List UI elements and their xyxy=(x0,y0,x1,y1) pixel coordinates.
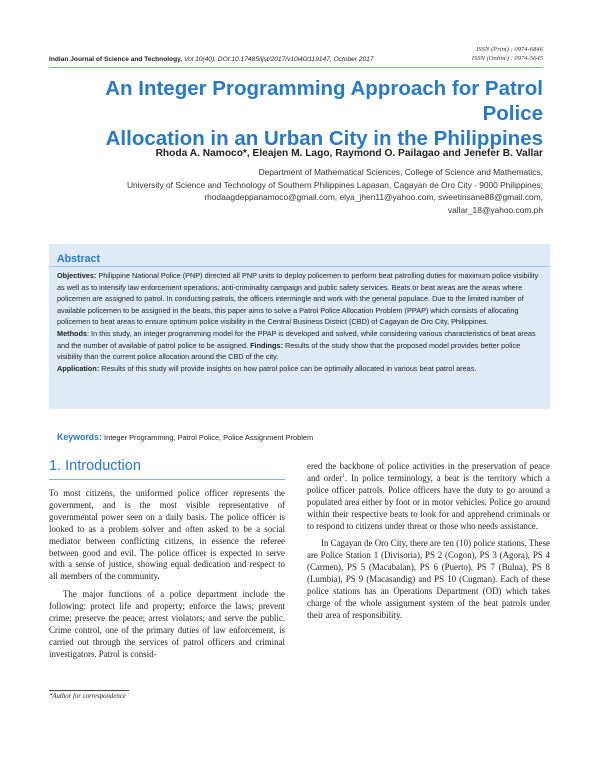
objectives-label: Objectives: xyxy=(57,271,97,280)
abstract-rule xyxy=(49,266,550,267)
objectives-text: Philippine National Police (PNP) directed all PNP units to deploy policemen to perform beat patrolling duties for maximum police visibility as well as to intensify law enforcement operations, anti-criminality campaign and public safety services. Beats or beat areas are the areas where policemen are assigned to patrol. In conducting patrols, the officers intermingle and work with the general populace. Due to the limited number of available policemen to be assigned in the beats, this paper aims to solve a Patrol Police Allocation Problem (PPAP) which consists of allocating policemen to beat areas to ensure optimum police visibility in the Central Business District (CBD) of Cagayan de Oro City, Philippines. xyxy=(57,271,539,327)
author-list: Rhoda A. Namoco*, Eleajen M. Lago, Raymond O. Pailagao and Jenefer B. Vallar xyxy=(155,148,543,159)
abstract-body xyxy=(57,270,543,374)
section-heading-introduction: 1. Introduction xyxy=(49,458,141,474)
abstract-methods-findings xyxy=(57,328,543,363)
intro-paragraph-1: To most citizens, the uniformed police officer represents the government, and is the most visible representative of governmental power seen on a daily basis. The police officer is looked to as a problem solver and often asked to be a social mediator between conflicting citizens, in essence the referee between good and evil. The police officer is expected to serve with a sense of justice, showing equal dedication and respect to all members of the community. xyxy=(49,488,285,582)
footnote-rule xyxy=(49,690,129,691)
paper-title xyxy=(40,76,543,151)
right-column xyxy=(307,461,550,622)
affiliation-line-2: University of Science and Technology of Southern Philippines Lapasan, Cagayan de Oro City - 9000 Philippines; xyxy=(126,179,543,190)
issn-block xyxy=(472,45,543,63)
title-line-2: Allocation in an Urban City in the Philippines xyxy=(105,127,543,150)
abstract-objectives xyxy=(57,270,543,328)
methods-text: : In this study, an integer programming model for the PPAP is developed and solved, while considering various characteristics of beat areas and the number of available of patrol police to be assigned. xyxy=(57,328,536,350)
keywords-label: Keywords: xyxy=(57,432,102,442)
abstract-heading: Abstract xyxy=(57,253,100,265)
section-rule xyxy=(49,479,285,480)
journal-citation xyxy=(49,56,373,63)
issn-print: ISSN (Print) : 0974-6846 xyxy=(476,46,543,53)
keywords xyxy=(57,432,313,442)
affiliation-emails-2: vallar_18@yahoo.com.ph xyxy=(447,205,543,216)
intro-paragraph-3 xyxy=(307,461,550,532)
affiliation xyxy=(127,166,543,217)
left-column xyxy=(49,488,285,661)
findings-text: Results of the study show that the proposed model provides better police visibility than the current police allocation around the CBD of the city. xyxy=(57,340,521,362)
header-rule xyxy=(49,67,543,68)
keywords-text: Integer Programming, Patrol Police, Police Assignment Problem xyxy=(101,433,314,442)
citation-details: Vol 10(40), DOI:10.17485/ijst/2017/v10i40/119147, October 2017 xyxy=(183,56,374,63)
application-text: Results of this study will provide insights on how patrol police can be optimally allocated in various beat patrol areas. xyxy=(99,363,477,373)
journal-name: Indian Journal of Science and Technology, xyxy=(49,56,183,63)
application-label: Application: xyxy=(57,363,100,373)
paragraph-3-start: ered the backbone of police activities in the preservation of peace and order xyxy=(307,461,550,483)
title-line-1: An Integer Programming Approach for Patrol Police xyxy=(105,77,543,125)
paragraph-3-end: . In police terminology, a beat is the territory which a police officer patrols. Police officers have the duty to go around a populated area either by foot or in motor vehicles. Police go around within their respective beats to look for and apprehend criminals or to respond to citizens under threat or those who needs assistance. xyxy=(307,472,550,531)
intro-paragraph-4: In Cagayan de Oro City, there are ten (10) police stations. These are Police Station 1 (Divisoria), PS 2 (Cogon), PS 3 (Agora), PS 4 (Carmen), PS 5 (Macabalan), PS 6 (Puerto), PS 7 (Bulua), PS 8 (Lumbia), PS 9 (Macasandig) and PS 10 (Cugman). Each of these police stations has an Operations Department (OD) which takes charge of the whole assignment system of the beat patrols under their area of responsibility. xyxy=(307,538,550,620)
reference-1[interactable]: 1 xyxy=(342,473,345,479)
affiliation-emails: rhodaagdeppanamoco@gmail.com, elya_jhen11@yahoo.com, sweetinsane88@gmail.com, xyxy=(204,192,543,203)
issn-online: ISSN (Online) : 0974-5645 xyxy=(471,55,543,62)
abstract-application xyxy=(57,363,543,375)
footnote-correspondence: *Author for correspondence xyxy=(49,693,126,700)
methods-label: Methods xyxy=(57,328,87,338)
affiliation-line-1: Department of Mathematical Sciences, College of Science and Mathematics, xyxy=(258,167,543,177)
intro-paragraph-2: The major functions of a police department include the following: protect life and property; enforce the laws; prevent crime; preserve the peace; arrest violators; and serve the public. Crime control, one of the primary duties of law enforcement, is carried out through the services of patrol officers and criminal investigators. Patrol is consid- xyxy=(49,589,285,659)
findings-label: Findings: xyxy=(250,340,283,350)
